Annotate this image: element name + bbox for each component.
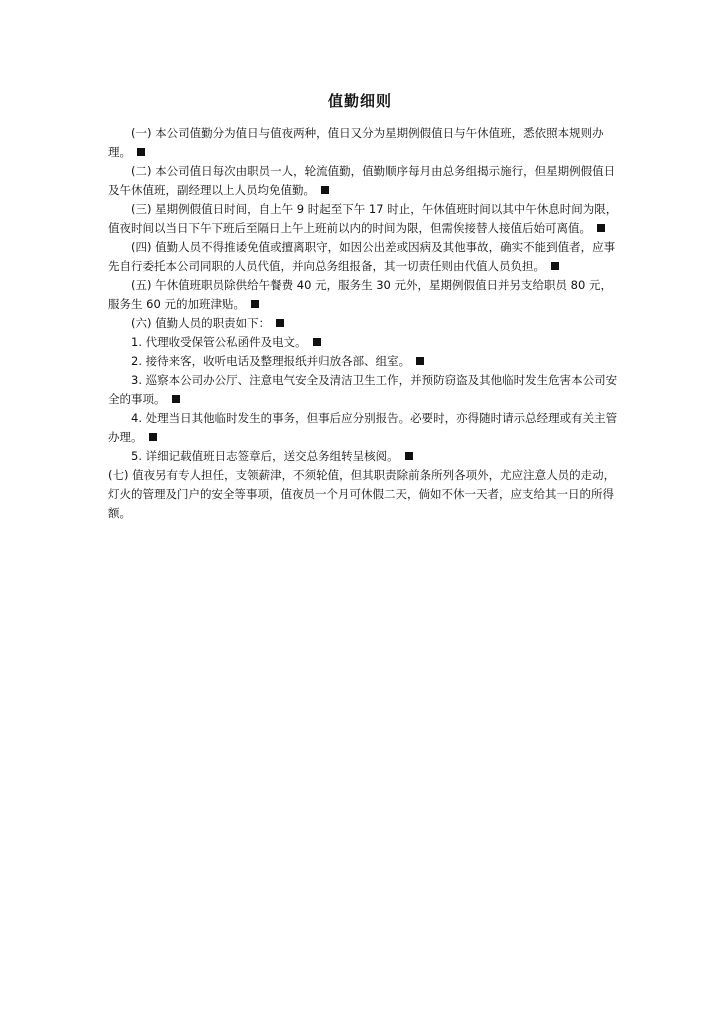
duty-item-text: 4. 处理当日其他临时发生的事务，但事后应分别报告。必要时，亦得随时请示总经理或有关主管办理。 (108, 411, 618, 444)
duty-item-3 (108, 371, 618, 409)
paragraph-text: (七) 值夜另有专人担任，支领薪津，不须轮值，但其职责除前条所列各项外，尤应注意人员的走动，灯火的管理及门户的安全等事项，值夜员一个月可休假二天，倘如不休一天者，应支给其一日的所得额。 (108, 468, 616, 520)
paragraph-text: (一) 本公司值勤分为值日与值夜两种，值日又分为星期例假值日与午休值班，悉依照本规则办理。 (108, 126, 604, 159)
duty-item-1 (108, 333, 618, 352)
paragraph-4 (108, 238, 618, 276)
duty-item-text: 1. 代理收受保管公私函件及电文。 (131, 335, 307, 349)
paragraph-1 (108, 124, 618, 162)
paragraph-end-mark-icon (251, 300, 259, 308)
paragraph-end-mark-icon (405, 452, 413, 460)
paragraph-7 (108, 466, 618, 523)
paragraph-text: (六) 值勤人员的职责如下： (131, 316, 271, 330)
paragraph-end-mark-icon (551, 262, 559, 270)
paragraph-5 (108, 276, 618, 314)
duty-item-4 (108, 409, 618, 447)
paragraph-end-mark-icon (416, 357, 424, 365)
duty-item-text: 3. 巡察本公司办公厅、注意电气安全及清洁卫生工作，并预防窃盗及其他临时发生危害本公司安全的事项。 (108, 373, 618, 406)
paragraph-end-mark-icon (321, 186, 329, 194)
duty-item-2 (108, 352, 618, 371)
paragraph-end-mark-icon (597, 224, 605, 232)
duty-item-5 (108, 447, 618, 466)
paragraph-6 (108, 314, 618, 333)
paragraph-end-mark-icon (137, 148, 145, 156)
paragraph-text: (四) 值勤人员不得推诿免值或擅离职守，如因公出差或因病及其他事故，确实不能到值者，应事先自行委托本公司同职的人员代值，并向总务组报备，其一切责任则由代值人员负担。 (108, 240, 616, 273)
paragraph-2 (108, 162, 618, 200)
duty-item-text: 2. 接待来客，收听电话及整理报纸并归放各部、组室。 (131, 354, 411, 368)
paragraph-end-mark-icon (313, 338, 321, 346)
paragraph-end-mark-icon (172, 395, 180, 403)
paragraph-end-mark-icon (276, 319, 284, 327)
duty-item-text: 5. 详细记载值班日志签章后，送交总务组转呈核阅。 (131, 449, 399, 463)
paragraph-text: (三) 星期例假值日时间，自上午 9 时起至下午 17 时止，午休值班时间以其中午休息时间为限，值夜时间以当日下午下班后至隔日上午上班前以内的时间为限，但需俟接替人接值后始可离值。 (108, 202, 618, 235)
paragraph-text: (五) 午休值班职员除供给午餐费 40 元，服务生 30 元外，星期例假值日并另支给职员 80 元，服务生 60 元的加班津贴。 (108, 278, 612, 311)
paragraph-3 (108, 200, 618, 238)
document-body (108, 124, 618, 523)
paragraph-text: (二) 本公司值日每次由职员一人，轮流值勤，值勤顺序每月由总务组揭示施行，但星期例假值日及午休值班，副经理以上人员均免值勤。 (108, 164, 616, 197)
paragraph-end-mark-icon (149, 433, 157, 441)
document-title: 值勤细则 (327, 92, 392, 110)
